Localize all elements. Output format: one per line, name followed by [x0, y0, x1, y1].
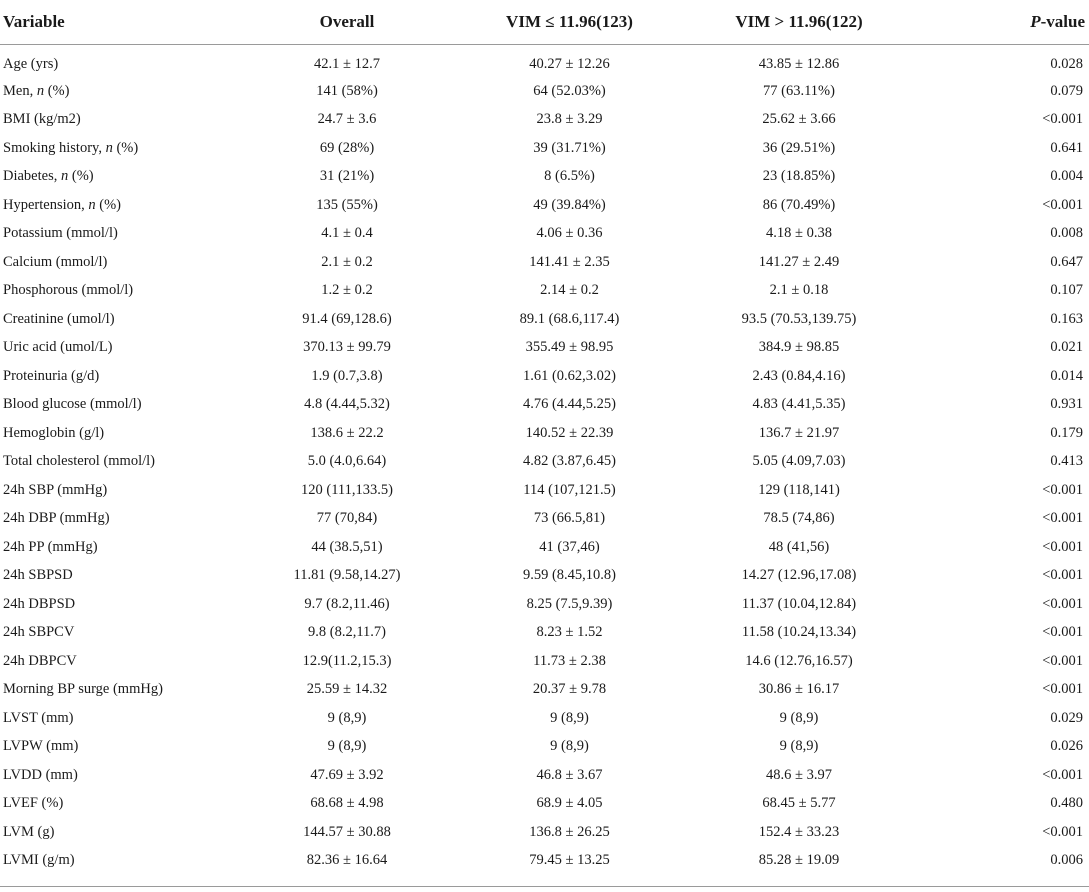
cell-p-value: 0.026: [1050, 738, 1083, 755]
cell-vim-high: 2.43 (0.84,4.16): [752, 367, 846, 384]
cell-overall: 1.9 (0.7,3.8): [311, 367, 383, 384]
table-row: [0, 106, 1089, 135]
cell-vim-high: 14.27 (12.96,17.08): [741, 567, 857, 584]
variable-label: 24h DBP (mmHg): [3, 510, 110, 527]
variable-label: 24h DBPSD: [3, 595, 76, 612]
variable-label: Potassium (mmol/l): [3, 225, 118, 242]
table-bottom-rule: [0, 886, 1089, 887]
cell-vim-low: 4.06 ± 0.36: [536, 225, 603, 242]
cell-variable: [0, 790, 238, 819]
cell-vim-high: 48.6 ± 3.97: [766, 766, 832, 783]
variable-label: 24h SBP (mmHg): [3, 481, 108, 498]
cell-vim-low: 355.49 ± 98.95: [525, 339, 614, 356]
cell-variable: [0, 818, 238, 847]
cell-p-value: <0.001: [1042, 624, 1083, 641]
variable-label: Age (yrs): [3, 55, 59, 72]
header-vim-low: VIM ≤ 11.96(123): [506, 12, 633, 31]
cell-variable: [0, 847, 238, 876]
cell-overall: 9 (8,9): [327, 738, 367, 755]
cell-vim-high: 43.85 ± 12.86: [758, 55, 840, 72]
cell-overall: 9.7 (8.2,11.46): [304, 595, 390, 612]
cell-overall: 135 (55%): [316, 196, 378, 213]
header-vim-high: VIM > 11.96(122): [735, 12, 863, 31]
variable-label-suffix: (%): [44, 82, 70, 99]
cell-p-value: 0.163: [1050, 310, 1083, 327]
cell-vim-high: 23 (18.85%): [762, 168, 836, 185]
cell-vim-high: 48 (41,56): [768, 538, 830, 555]
cell-overall: 42.1 ± 12.7: [314, 55, 380, 72]
cell-overall: 24.7 ± 3.6: [317, 111, 377, 128]
table-row: [0, 790, 1089, 819]
table-row: [0, 305, 1089, 334]
cell-variable: [0, 106, 238, 135]
table-row: [0, 704, 1089, 733]
cell-overall: 25.59 ± 14.32: [306, 681, 388, 698]
cell-overall: 82.36 ± 16.64: [306, 852, 388, 869]
cell-overall: 2.1 ± 0.2: [321, 253, 373, 270]
cell-variable: [0, 220, 238, 249]
cell-variable: [0, 134, 238, 163]
cell-variable: [0, 505, 238, 534]
cell-p-value: 0.107: [1050, 282, 1083, 299]
cell-overall: 77 (70,84): [316, 510, 378, 527]
variable-label: Smoking history,: [3, 139, 106, 156]
cell-vim-low: 23.8 ± 3.29: [536, 111, 603, 128]
cell-vim-low: 73 (66.5,81): [533, 510, 606, 527]
variable-label: BMI (kg/m2): [3, 111, 81, 128]
cell-overall: 4.8 (4.44,5.32): [304, 396, 390, 413]
variable-label: Phosphorous (mmol/l): [3, 282, 134, 299]
cell-vim-low: 39 (31.71%): [533, 139, 606, 156]
table-row: [0, 562, 1089, 591]
table-row: [0, 476, 1089, 505]
cell-p-value: 0.028: [1050, 55, 1083, 72]
table-row: [0, 362, 1089, 391]
table-row: [0, 761, 1089, 790]
table-row: [0, 220, 1089, 249]
table-row: [0, 590, 1089, 619]
cell-vim-low: 64 (52.03%): [533, 82, 606, 99]
cell-vim-high: 11.58 (10.24,13.34): [741, 624, 857, 641]
cell-overall: 1.2 ± 0.2: [321, 282, 373, 299]
cell-p-value: 0.931: [1050, 396, 1083, 413]
cell-vim-high: 5.05 (4.09,7.03): [752, 453, 846, 470]
variable-label-suffix: (%): [112, 139, 139, 156]
cell-variable: [0, 761, 238, 790]
variable-label-italic: n: [36, 82, 45, 99]
table-row: [0, 647, 1089, 676]
cell-p-value: 0.413: [1050, 453, 1083, 470]
cell-variable: [0, 590, 238, 619]
cell-overall: 68.68 ± 4.98: [310, 795, 384, 812]
variable-label-italic: n: [88, 196, 96, 213]
cell-variable: [0, 362, 238, 391]
table-row: [0, 248, 1089, 277]
table-row: [0, 77, 1089, 106]
cell-vim-low: 11.73 ± 2.38: [533, 652, 606, 669]
variable-label: Hypertension,: [3, 196, 89, 213]
cell-vim-high: 93.5 (70.53,139.75): [741, 310, 857, 327]
cell-p-value: <0.001: [1042, 510, 1083, 527]
cell-p-value: 0.641: [1050, 139, 1083, 156]
cell-p-value: <0.001: [1042, 538, 1083, 555]
table-row: [0, 533, 1089, 562]
variable-label: LVEF (%): [3, 795, 64, 812]
cell-p-value: <0.001: [1042, 196, 1083, 213]
header-p-italic: P: [1030, 12, 1041, 31]
cell-overall: 370.13 ± 99.79: [303, 339, 391, 356]
cell-vim-high: 77 (63.11%): [763, 82, 835, 99]
variable-label: Total cholesterol (mmol/l): [3, 453, 156, 470]
cell-vim-high: 86 (70.49%): [762, 196, 836, 213]
cell-vim-low: 40.27 ± 12.26: [529, 55, 610, 72]
cell-vim-low: 2.14 ± 0.2: [540, 282, 599, 299]
table-row: [0, 191, 1089, 220]
cell-variable: [0, 77, 238, 106]
cell-variable: [0, 334, 238, 363]
cell-vim-low: 141.41 ± 2.35: [529, 253, 610, 270]
variable-label: LVST (mm): [3, 709, 74, 726]
table-row: [0, 277, 1089, 306]
cell-overall: 12.9(11.2,15.3): [302, 652, 392, 669]
cell-vim-low: 4.82 (3.87,6.45): [522, 453, 617, 470]
cell-vim-low: 9 (8,9): [550, 738, 589, 755]
cell-p-value: 0.029: [1050, 709, 1083, 726]
cell-variable: [0, 704, 238, 733]
variable-label-suffix: (%): [68, 168, 94, 185]
cell-vim-high: 152.4 ± 33.23: [758, 823, 840, 840]
cell-p-value: 0.006: [1050, 852, 1083, 869]
header-p-rest: -value: [1040, 12, 1085, 31]
variable-label: LVMI (g/m): [3, 852, 75, 869]
cell-p-value: <0.001: [1042, 823, 1083, 840]
cell-overall: 144.57 ± 30.88: [303, 823, 391, 840]
cell-vim-low: 136.8 ± 26.25: [529, 823, 610, 840]
cell-variable: [0, 305, 238, 334]
table-body: [0, 45, 1089, 876]
cell-overall: 141 (58%): [316, 82, 378, 99]
cell-vim-high: 78.5 (74,86): [763, 510, 835, 527]
variable-label: Proteinuria (g/d): [3, 367, 100, 384]
cell-vim-low: 89.1 (68.6,117.4): [519, 310, 620, 327]
cell-vim-low: 9 (8,9): [550, 709, 589, 726]
cell-variable: [0, 619, 238, 648]
table-row: [0, 619, 1089, 648]
variable-label: Uric acid (umol/L): [3, 339, 113, 356]
variable-label-italic: n: [105, 139, 113, 156]
cell-variable: [0, 676, 238, 705]
cell-vim-high: 11.37 (10.04,12.84): [741, 595, 857, 612]
cell-vim-high: 9 (8,9): [779, 709, 819, 726]
cell-p-value: <0.001: [1042, 481, 1083, 498]
cell-variable: [0, 647, 238, 676]
variable-label: 24h SBPSD: [3, 567, 73, 584]
cell-variable: [0, 277, 238, 306]
table-row: [0, 419, 1089, 448]
cell-vim-high: 136.7 ± 21.97: [758, 424, 840, 441]
table-row: [0, 448, 1089, 477]
header-row: [0, 0, 1089, 45]
cell-p-value: <0.001: [1042, 111, 1083, 128]
table-row: [0, 847, 1089, 876]
cell-variable: [0, 733, 238, 762]
variable-label: LVM (g): [3, 823, 55, 840]
cell-variable: [0, 191, 238, 220]
cell-variable: [0, 248, 238, 277]
cell-vim-low: 8.23 ± 1.52: [536, 624, 603, 641]
cell-vim-low: 49 (39.84%): [533, 196, 606, 213]
table-header: [0, 0, 1089, 45]
cell-vim-high: 2.1 ± 0.18: [769, 282, 829, 299]
table-row: [0, 334, 1089, 363]
cell-vim-high: 85.28 ± 19.09: [758, 852, 840, 869]
cell-p-value: 0.480: [1050, 795, 1083, 812]
cell-p-value: 0.008: [1050, 225, 1083, 242]
variable-label: Calcium (mmol/l): [3, 253, 108, 270]
cell-overall: 47.69 ± 3.92: [310, 766, 384, 783]
cell-vim-high: 30.86 ± 16.17: [758, 681, 840, 698]
cell-overall: 91.4 (69,128.6): [302, 310, 392, 327]
table-row: [0, 676, 1089, 705]
cell-p-value: 0.647: [1050, 253, 1083, 270]
cell-p-value: <0.001: [1042, 595, 1083, 612]
variable-label-suffix: (%): [95, 196, 121, 213]
cell-vim-high: 4.18 ± 0.38: [766, 225, 832, 242]
cell-p-value: <0.001: [1042, 652, 1083, 669]
cell-vim-high: 384.9 ± 98.85: [758, 339, 840, 356]
cell-variable: [0, 45, 238, 78]
cell-variable: [0, 533, 238, 562]
variable-label: Men,: [3, 82, 37, 99]
variable-label: Blood glucose (mmol/l): [3, 396, 142, 413]
cell-vim-low: 20.37 ± 9.78: [532, 681, 607, 698]
cell-vim-low: 79.45 ± 13.25: [529, 852, 610, 869]
cell-p-value: <0.001: [1042, 766, 1083, 783]
cell-overall: 120 (111,133.5): [301, 481, 393, 498]
header-overall: Overall: [319, 12, 375, 31]
cell-vim-low: 8 (6.5%): [544, 168, 595, 185]
cell-variable: [0, 163, 238, 192]
cell-vim-low: 114 (107,121.5): [523, 481, 616, 498]
cell-overall: 69 (28%): [319, 139, 375, 156]
cell-vim-high: 25.62 ± 3.66: [762, 111, 836, 128]
cell-overall: 11.81 (9.58,14.27): [293, 567, 401, 584]
cell-vim-low: 8.25 (7.5,9.39): [526, 595, 613, 612]
cell-overall: 9 (8,9): [327, 709, 367, 726]
cell-vim-low: 4.76 (4.44,5.25): [522, 396, 617, 413]
variable-label: 24h SBPCV: [3, 624, 75, 641]
cell-p-value: 0.014: [1050, 367, 1083, 384]
cell-vim-low: 46.8 ± 3.67: [536, 766, 603, 783]
cell-p-value: 0.004: [1050, 168, 1083, 185]
table-row: [0, 163, 1089, 192]
variable-label: LVDD (mm): [3, 766, 78, 783]
cell-vim-low: 140.52 ± 22.39: [525, 424, 614, 441]
cell-vim-low: 1.61 (0.62,3.02): [522, 367, 617, 384]
cell-overall: 138.6 ± 22.2: [310, 424, 384, 441]
cell-variable: [0, 419, 238, 448]
cell-p-value: 0.079: [1050, 82, 1083, 99]
cell-variable: [0, 448, 238, 477]
cell-p-value: 0.021: [1050, 339, 1083, 356]
cell-vim-high: 14.6 (12.76,16.57): [745, 652, 853, 669]
header-p-value: [915, 0, 1089, 45]
variable-label: LVPW (mm): [3, 738, 79, 755]
variable-label: Morning BP surge (mmHg): [3, 681, 163, 698]
table-row: [0, 818, 1089, 847]
variable-label: 24h PP (mmHg): [3, 538, 98, 555]
table-row: [0, 45, 1089, 78]
variable-label: Creatinine (umol/l): [3, 310, 115, 327]
cell-p-value: <0.001: [1042, 681, 1083, 698]
table-row: [0, 391, 1089, 420]
variable-label: Hemoglobin (g/l): [3, 424, 105, 441]
cell-variable: [0, 562, 238, 591]
cell-vim-high: 141.27 ± 2.49: [758, 253, 840, 270]
cell-overall: 4.1 ± 0.4: [321, 225, 373, 242]
cell-vim-low: 41 (37,46): [539, 538, 600, 555]
header-variable: Variable: [3, 12, 65, 31]
cell-vim-high: 36 (29.51%): [762, 139, 836, 156]
cell-p-value: 0.179: [1050, 424, 1083, 441]
table-row: [0, 505, 1089, 534]
cell-overall: 44 (38.5,51): [311, 538, 383, 555]
cell-overall: 5.0 (4.0,6.64): [307, 453, 387, 470]
variable-label: 24h DBPCV: [3, 652, 77, 669]
cell-vim-low: 9.59 (8.45,10.8): [522, 567, 617, 584]
cell-overall: 31 (21%): [319, 168, 375, 185]
cell-vim-high: 4.83 (4.41,5.35): [752, 396, 846, 413]
table-row: [0, 733, 1089, 762]
cell-vim-high: 129 (118,141): [758, 481, 840, 498]
variable-label-italic: n: [60, 168, 69, 185]
cell-variable: [0, 391, 238, 420]
table-row: [0, 134, 1089, 163]
cell-variable: [0, 476, 238, 505]
cell-vim-high: 9 (8,9): [779, 738, 819, 755]
cell-vim-low: 68.9 ± 4.05: [536, 795, 603, 812]
cell-vim-high: 68.45 ± 5.77: [762, 795, 836, 812]
variable-label: Diabetes,: [3, 168, 61, 185]
cell-p-value: <0.001: [1042, 567, 1083, 584]
cell-overall: 9.8 (8.2,11.7): [308, 624, 386, 641]
